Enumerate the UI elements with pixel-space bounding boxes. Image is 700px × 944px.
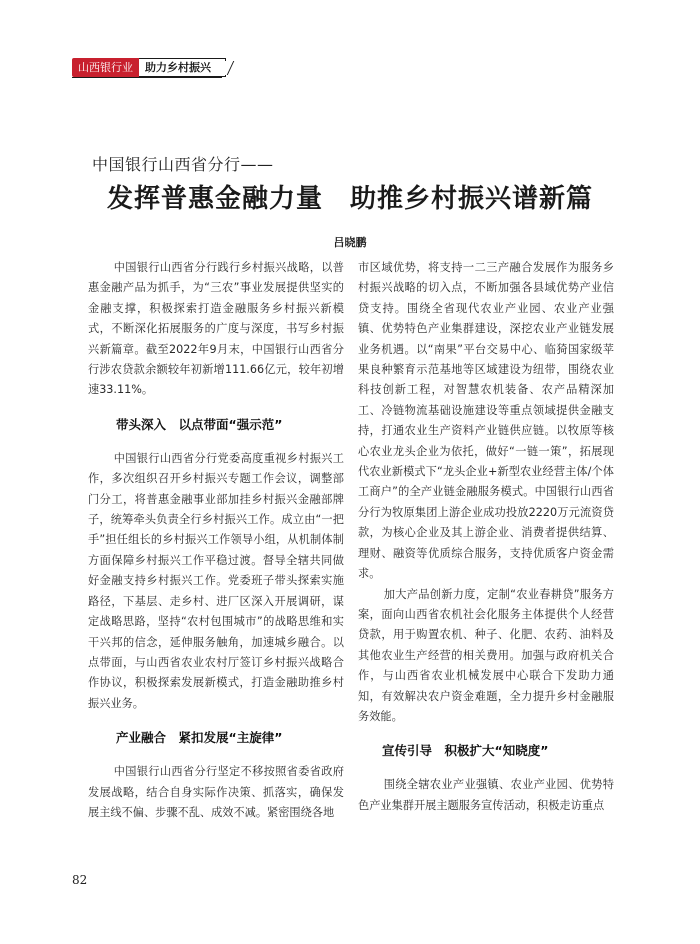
paragraph: 中国银行山西省分行党委高度重视乡村振兴工作，多次组织召开乡村振兴专题工作会议，调整部门分工，将普惠金融事业部加挂乡村振兴金融部牌子，统筹牵头负责全行乡村振兴工作。成立由“一把手”担任组长的乡村振兴工作领导小组，从机制体制方面保障乡村振兴工作平稳过渡。督导全辖共同做好金融支持乡村振兴工作。党委班子带头探索实施路径，下基层、走乡村、进厂区深入开展调研，谋定战略思路，坚持“农村包围城市”的战略思维和实干兴邦的信念，延伸服务触角，加速城乡融合。以点带面，与山西省农业农村厅签订乡村振兴战略合作协议，积极探索发展新模式，打造金融助推乡村振兴业务。 bbox=[88, 451, 344, 710]
right-column bbox=[358, 258, 614, 816]
paragraph: 中国银行山西省分行坚定不移按照省委省政府发展战略，结合自身实际作决策、抓落实，确保发展主线不偏、步骤不乱、成效不减。紧密围绕各地 bbox=[88, 765, 344, 819]
article-title: 发挥普惠金融力量 助推乡村振兴谱新篇 bbox=[106, 184, 593, 214]
article-author: 吕晓鹏 bbox=[333, 236, 367, 249]
left-column bbox=[88, 258, 344, 823]
section-tag bbox=[72, 58, 226, 77]
paragraph: 加大产品创新力度，定制“农业春耕贷”服务方案，面向山西省农机社会化服务主体提供个人经营贷款，用于购置农机、种子、化肥、农药、油料及其他农业生产经营的相关费用。加强与政府机关合作，与山西省农业机械发展中心联合下发助力通知，有效解决农户资金难题，全力提升乡村金融服务效能。 bbox=[358, 587, 614, 723]
paragraph: 市区域优势，将支持一二三产融合发展作为服务乡村振兴战略的切入点，不断加强各县域优势产业信贷支持。围绕全省现代农业产业园、农业产业强镇、优势特色产业集群建设，深挖农业产业链发展业务机遇。以“南果”平台交易中心、临猗国家级苹果良种繁育示范基地等区域建设为纽带，围绕农业科技创新工程，对智慧农机装备、农产品精深加工、冷链物流基础设施建设等重点领域提供金融支持，打通农业生产资料产业链供应链。以牧原等核心农业龙头企业为依托，做好“一链一策”，拓展现代农业新模式下“龙头企业+新型农业经营主体/个体工商户”的全产业链金融服务模式。中国银行山西省分行为牧原集团上游企业成功投放2220万元流资贷款，为核心企业及其上游企业、消费者提供结算、理财、融资等优质综合服务，支持优质客户资金需求。 bbox=[358, 261, 614, 581]
section-heading: 宣传引导 积极扩大“知晓度” bbox=[382, 743, 549, 759]
paragraph: 中国银行山西省分行践行乡村振兴战略，以普惠金融产品为抓手，为“三农”事业发展提供坚实的金融支撑，积极探索打造金融服务乡村振兴新模式，不断深化拓展服务的广度与深度，书写乡村振兴新篇章。截至2022年9月末，中国银行山西省分行涉农贷款余额较年初新增111.66亿元，较年初增速33.11%。 bbox=[88, 261, 344, 397]
section-heading: 带头深入 以点带面“强示范” bbox=[116, 416, 283, 432]
page-number: 82 bbox=[72, 873, 88, 887]
article-kicker: 中国银行山西省分行—— bbox=[92, 155, 274, 174]
column-tag-label: 助力乡村振兴 bbox=[139, 58, 226, 77]
section-heading: 产业融合 紧扣发展“主旋律” bbox=[116, 730, 283, 746]
paragraph: 围绕全辖农业产业强镇、农业产业园、优势特色产业集群开展主题服务宣传活动，积极走访重点 bbox=[358, 778, 614, 812]
section-tag-label: 山西银行业 bbox=[72, 58, 139, 77]
header-rule bbox=[72, 77, 222, 78]
